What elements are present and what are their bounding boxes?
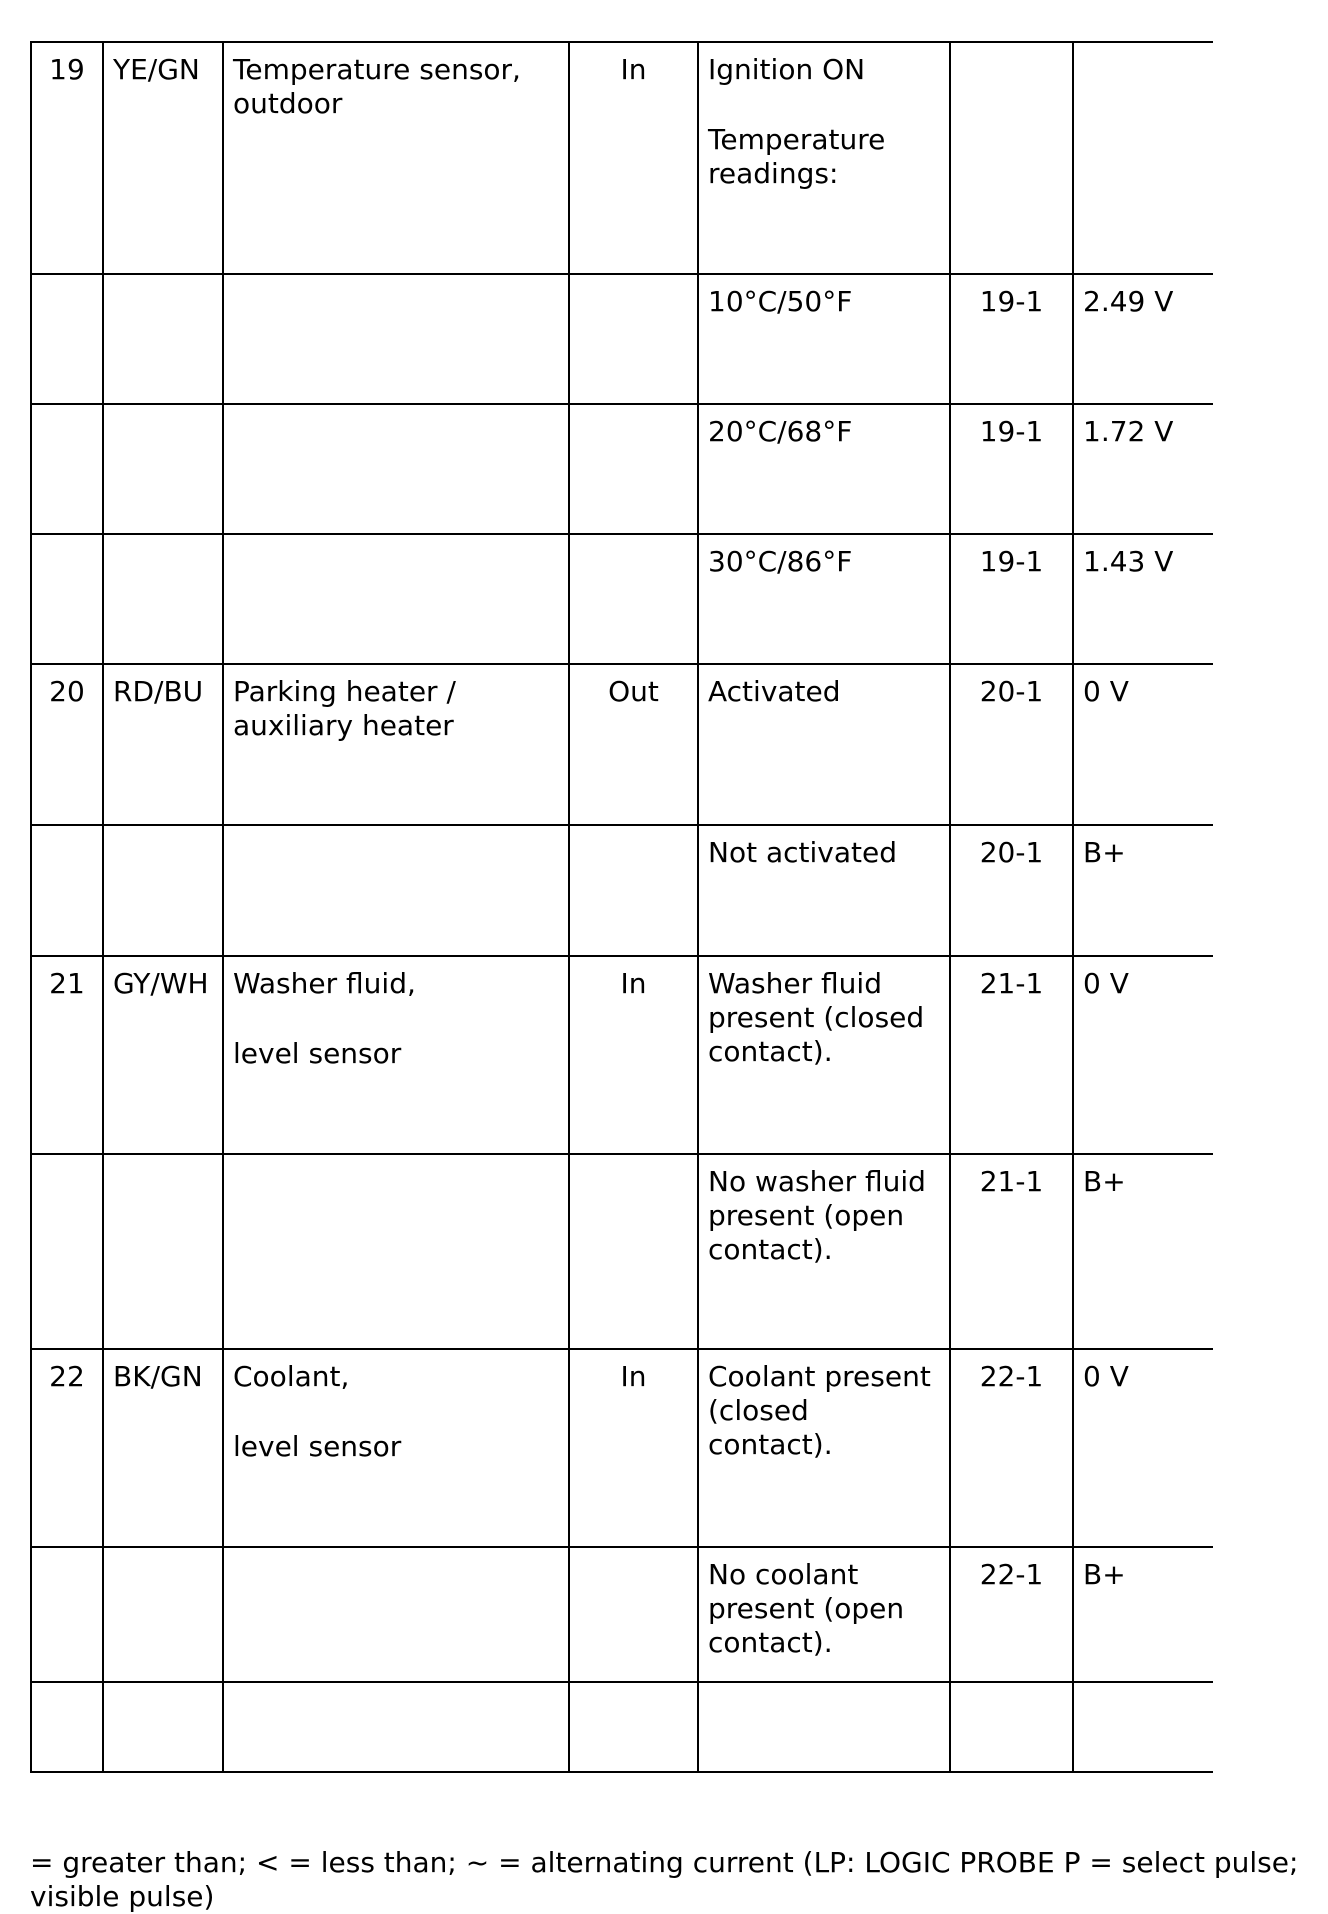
value-cell xyxy=(1073,534,1213,664)
condition-cell xyxy=(698,274,950,404)
condition-text-line: readings: xyxy=(708,157,839,190)
condition-cell xyxy=(698,1682,950,1772)
condition-cell xyxy=(698,956,950,1154)
measurement-point-cell xyxy=(950,1682,1073,1772)
pin-cell xyxy=(31,664,103,825)
condition-cell xyxy=(698,1349,950,1547)
wire-color-cell xyxy=(103,1547,223,1682)
wire-color-cell xyxy=(103,274,223,404)
condition-text-line: 30°C/86°F xyxy=(708,545,853,578)
condition-text-line: No washer fluid xyxy=(708,1165,926,1198)
table-body xyxy=(31,42,1213,1772)
wire-color-cell xyxy=(103,1682,223,1772)
function-cell xyxy=(223,1154,569,1349)
measurement-point-text: 22-1 xyxy=(979,1360,1044,1393)
pinout-table xyxy=(30,41,1213,1773)
value-cell xyxy=(1073,1682,1213,1772)
value-text: 1.72 V xyxy=(1083,415,1174,448)
pin-cell xyxy=(31,42,103,274)
footnote-line-2: visible pulse) xyxy=(30,1880,215,1913)
condition-text-line: 20°C/68°F xyxy=(708,415,853,448)
condition-cell xyxy=(698,42,950,274)
condition-text-line: Ignition ON xyxy=(708,53,866,86)
pin-cell xyxy=(31,825,103,956)
measurement-point-text: 20-1 xyxy=(979,836,1044,869)
wire-color-text: BK/GN xyxy=(113,1360,203,1393)
condition-text-line: Activated xyxy=(708,675,841,708)
function-cell xyxy=(223,274,569,404)
condition-cell xyxy=(698,1154,950,1349)
line-gap xyxy=(708,87,940,123)
value-cell xyxy=(1073,404,1213,534)
measurement-point-cell xyxy=(950,664,1073,825)
table-row xyxy=(31,956,1213,1154)
measurement-point-cell xyxy=(950,274,1073,404)
wire-color-cell xyxy=(103,664,223,825)
pin-text: 20 xyxy=(49,675,85,708)
wire-color-text: YE/GN xyxy=(113,53,200,86)
measurement-point-text: 22-1 xyxy=(979,1558,1044,1591)
condition-text-line: contact). xyxy=(708,1626,833,1659)
pin-cell xyxy=(31,1349,103,1547)
function-text-line: level sensor xyxy=(233,1430,402,1463)
value-text: 2.49 V xyxy=(1083,285,1174,318)
function-cell xyxy=(223,664,569,825)
direction-cell xyxy=(569,1154,698,1349)
function-text-line: auxiliary heater xyxy=(233,709,454,742)
direction-cell xyxy=(569,1547,698,1682)
line-gap xyxy=(233,1394,559,1430)
function-text-line: Washer fluid, xyxy=(233,967,416,1000)
measurement-point-cell xyxy=(950,825,1073,956)
measurement-point-cell xyxy=(950,1349,1073,1547)
pin-text: 19 xyxy=(49,53,85,86)
table-row xyxy=(31,1547,1213,1682)
function-cell xyxy=(223,1682,569,1772)
function-text-line: Parking heater / xyxy=(233,675,456,708)
condition-cell xyxy=(698,825,950,956)
direction-cell xyxy=(569,1682,698,1772)
condition-text-line: (closed xyxy=(708,1394,809,1427)
direction-text: In xyxy=(620,53,647,86)
wire-color-text: RD/BU xyxy=(113,675,204,708)
measurement-point-text: 19-1 xyxy=(979,545,1044,578)
pin-cell xyxy=(31,274,103,404)
wire-color-cell xyxy=(103,404,223,534)
table-row xyxy=(31,1154,1213,1349)
direction-cell xyxy=(569,534,698,664)
table-row xyxy=(31,534,1213,664)
direction-text: In xyxy=(620,1360,647,1393)
condition-cell xyxy=(698,404,950,534)
value-cell xyxy=(1073,664,1213,825)
measurement-point-cell xyxy=(950,42,1073,274)
measurement-point-cell xyxy=(950,1154,1073,1349)
value-cell xyxy=(1073,956,1213,1154)
condition-cell xyxy=(698,534,950,664)
value-text: 0 V xyxy=(1083,1360,1129,1393)
function-cell xyxy=(223,825,569,956)
measurement-point-cell xyxy=(950,956,1073,1154)
condition-text-line: present (open xyxy=(708,1199,905,1232)
condition-text-line: No coolant xyxy=(708,1558,859,1591)
condition-text-line: Not activated xyxy=(708,836,897,869)
wire-color-cell xyxy=(103,956,223,1154)
condition-cell xyxy=(698,664,950,825)
function-cell xyxy=(223,956,569,1154)
pin-cell xyxy=(31,956,103,1154)
pin-text: 22 xyxy=(49,1360,85,1393)
function-text-line: Temperature sensor, xyxy=(233,53,521,86)
direction-cell xyxy=(569,956,698,1154)
measurement-point-text: 20-1 xyxy=(979,675,1044,708)
footnote-line-1: = greater than; < = less than; ~ = alternating current (LP: LOGIC PROBE P = select pulse; xyxy=(30,1846,1299,1879)
condition-text-line: present (closed xyxy=(708,1001,925,1034)
wire-color-text: GY/WH xyxy=(113,967,209,1000)
table-row xyxy=(31,274,1213,404)
function-cell xyxy=(223,1349,569,1547)
function-cell xyxy=(223,404,569,534)
function-cell xyxy=(223,42,569,274)
measurement-point-text: 19-1 xyxy=(979,285,1044,318)
condition-text-line: present (open xyxy=(708,1592,905,1625)
pin-text: 21 xyxy=(49,967,85,1000)
value-text: B+ xyxy=(1083,836,1126,869)
pin-cell xyxy=(31,1547,103,1682)
value-cell xyxy=(1073,1349,1213,1547)
function-text-line: level sensor xyxy=(233,1037,402,1070)
value-text: 0 V xyxy=(1083,967,1129,1000)
measurement-point-text: 21-1 xyxy=(979,1165,1044,1198)
wire-color-cell xyxy=(103,1154,223,1349)
value-cell xyxy=(1073,1154,1213,1349)
wire-color-cell xyxy=(103,534,223,664)
direction-cell xyxy=(569,825,698,956)
value-text: 1.43 V xyxy=(1083,545,1174,578)
pin-cell xyxy=(31,1682,103,1772)
value-text: B+ xyxy=(1083,1558,1126,1591)
direction-cell xyxy=(569,274,698,404)
value-text: 0 V xyxy=(1083,675,1129,708)
direction-text: Out xyxy=(608,675,659,708)
value-cell xyxy=(1073,825,1213,956)
measurement-point-cell xyxy=(950,1547,1073,1682)
measurement-point-text: 21-1 xyxy=(979,967,1044,1000)
measurement-point-text: 19-1 xyxy=(979,415,1044,448)
function-text-line: outdoor xyxy=(233,87,343,120)
condition-text-line: contact). xyxy=(708,1035,833,1068)
direction-cell xyxy=(569,1349,698,1547)
table-row xyxy=(31,825,1213,956)
condition-text-line: contact). xyxy=(708,1233,833,1266)
table-row xyxy=(31,664,1213,825)
function-cell xyxy=(223,534,569,664)
wire-color-cell xyxy=(103,825,223,956)
direction-cell xyxy=(569,404,698,534)
measurement-point-cell xyxy=(950,404,1073,534)
pinout-table-container xyxy=(30,41,1212,1773)
pin-cell xyxy=(31,1154,103,1349)
value-cell xyxy=(1073,42,1213,274)
condition-text-line: Coolant present xyxy=(708,1360,931,1393)
value-cell xyxy=(1073,274,1213,404)
wire-color-cell xyxy=(103,1349,223,1547)
function-text-line: Coolant, xyxy=(233,1360,350,1393)
table-row xyxy=(31,404,1213,534)
function-cell xyxy=(223,1547,569,1682)
measurement-point-cell xyxy=(950,534,1073,664)
value-text: B+ xyxy=(1083,1165,1126,1198)
direction-text: In xyxy=(620,967,647,1000)
condition-text-line: contact). xyxy=(708,1428,833,1461)
wire-color-cell xyxy=(103,42,223,274)
line-gap xyxy=(233,1001,559,1037)
pin-cell xyxy=(31,534,103,664)
table-row xyxy=(31,42,1213,274)
condition-text-line: 10°C/50°F xyxy=(708,285,853,318)
pin-cell xyxy=(31,404,103,534)
condition-text-line: Temperature xyxy=(708,123,886,156)
legend-footnote xyxy=(30,1846,1328,1914)
condition-text-line: Washer fluid xyxy=(708,967,882,1000)
condition-cell xyxy=(698,1547,950,1682)
value-cell xyxy=(1073,1547,1213,1682)
table-row xyxy=(31,1349,1213,1547)
table-row xyxy=(31,1682,1213,1772)
direction-cell xyxy=(569,664,698,825)
direction-cell xyxy=(569,42,698,274)
